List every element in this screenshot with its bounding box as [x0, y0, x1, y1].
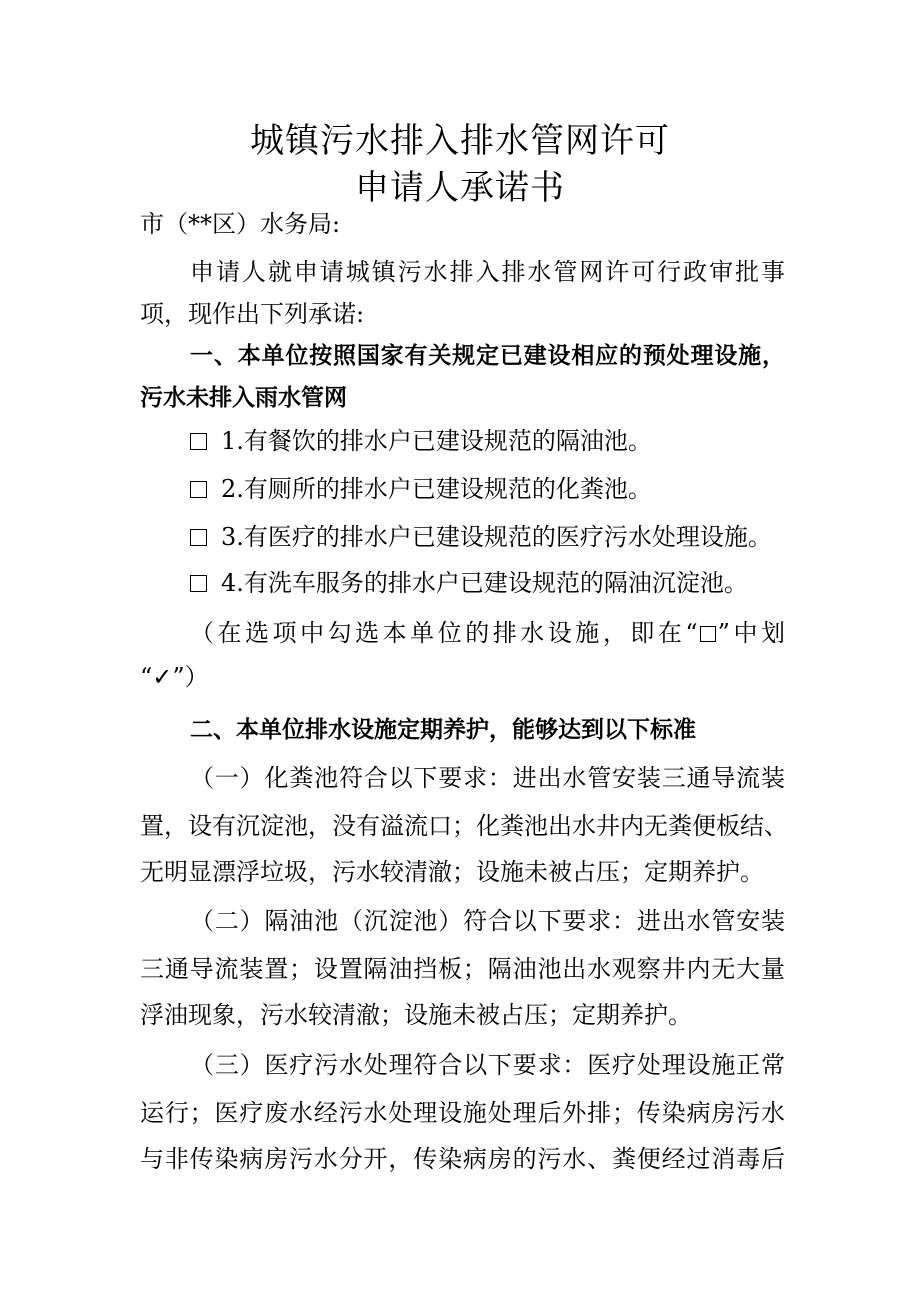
document-title-line-1: 城镇污水排入排水管网许可: [250, 121, 670, 161]
document-title-line-2: 申请人承诺书: [355, 168, 565, 208]
section2-para3-line-3: 与非传染病房污水分开，传染病房的污水、粪便经过消毒后: [140, 1145, 785, 1173]
selection-note-before: （在选项中勾选本单位的排水设施，即在“: [190, 619, 698, 647]
section2-para1-line-1: （一）化粪池符合以下要求：进出水管安装三通导流装: [190, 764, 785, 792]
intro-line-1: 申请人就申请城镇污水排入排水管网许可行政审批事: [190, 258, 785, 286]
addressee: 市（**区）水务局:: [140, 210, 341, 238]
section2-para1-line-2: 置，设有沉淀池，没有溢流口；化粪池出水井内无粪便板结、: [140, 812, 788, 840]
checklist-item-label: 3.有医疗的排水户已建设规范的医疗污水处理设施。: [221, 523, 772, 551]
selection-note-line-1: [190, 617, 785, 649]
section2-para3-line-1: （三）医疗污水处理符合以下要求：医疗处理设施正常: [190, 1051, 785, 1079]
checklist-item-label: 1.有餐饮的排水户已建设规范的隔油池。: [221, 427, 652, 455]
section2-para2-line-3: 浮油现象，污水较清澈；设施未被占压；定期养护。: [140, 1001, 692, 1029]
checkbox-icon[interactable]: [190, 481, 207, 498]
section2-para1-line-3: 无明显漂浮垃圾，污水较清澈；设施未被占压；定期养护。: [140, 858, 764, 886]
checklist-item-2[interactable]: [190, 473, 652, 505]
checkbox-icon[interactable]: [190, 529, 207, 546]
section2-heading: 二、本单位排水设施定期养护，能够达到以下标准: [190, 717, 696, 743]
section1-heading-line-2: 污水未排入雨水管网: [140, 385, 347, 411]
section2-para2-line-1: （二）隔油池（沉淀池）符合以下要求：进出水管安装: [190, 907, 785, 935]
section1-heading-line-1: 一、本单位按照国家有关规定已建设相应的预处理设施，: [190, 343, 785, 369]
checklist-item-4[interactable]: [190, 567, 748, 599]
section2-para2-line-2: 三通导流装置；设置隔油挡板；隔油池出水观察井内无大量: [140, 955, 785, 983]
checklist-item-3[interactable]: [190, 521, 772, 553]
checklist-item-label: 4.有洗车服务的排水户已建设规范的隔油沉淀池。: [221, 569, 748, 597]
selection-note-line-2: “✓”）: [140, 663, 209, 691]
checklist-item-label: 2.有厕所的排水户已建设规范的化粪池。: [221, 475, 652, 503]
intro-line-2: 项，现作出下列承诺:: [140, 300, 365, 328]
checklist-item-1[interactable]: [190, 425, 652, 457]
section2-para3-line-2: 运行；医疗废水经污水处理设施处理后外排；传染病房污水: [140, 1099, 785, 1127]
checkbox-icon[interactable]: [190, 575, 207, 592]
selection-note-after: ”中划: [717, 619, 785, 647]
checkbox-icon[interactable]: [190, 433, 207, 450]
checkbox-symbol-icon: [700, 626, 716, 642]
